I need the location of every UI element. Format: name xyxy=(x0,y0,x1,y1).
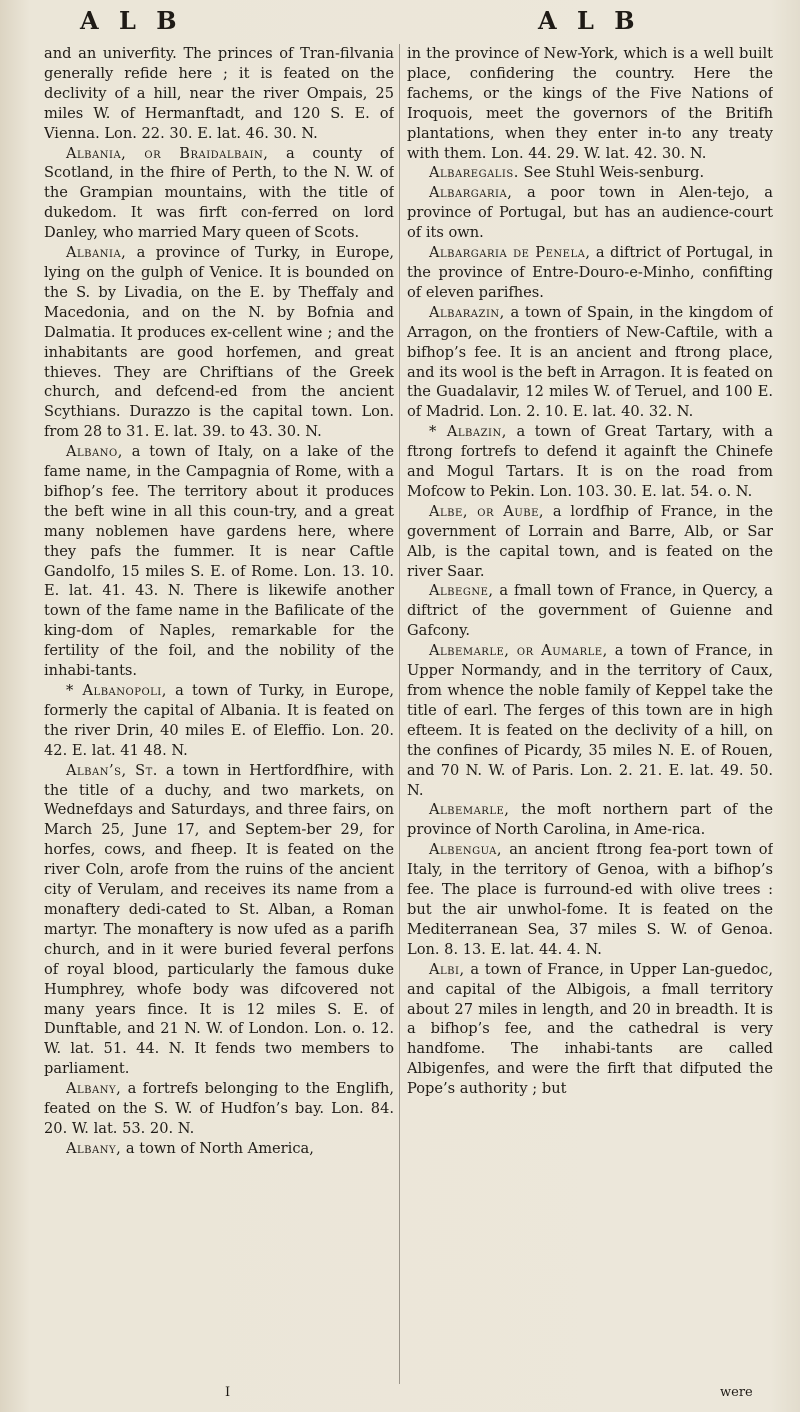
entry-headword: Albemarle, xyxy=(429,801,510,819)
catchword: were xyxy=(720,1385,753,1400)
dictionary-entry xyxy=(44,44,394,144)
entry-text: a town of Spain, in the kingdom of Arragon, on the frontiers of New-Caftile, with a bifhop’s fee. It is an ancient and ftrong place, and its wool is the beft in Arragon. It is feated on the Guadalavir, 12 miles W. of Teruel, and 100 E. of Madrid. Lon. 2. 10. E. lat. 40. 32. N. xyxy=(407,303,773,421)
entry-text: and an univerfity. The princes of Tran-filvania generally refide here ; it is feated on the declivity of a hill, near the river Ompais, 25 miles W. of Hermanftadt, and 120 S. E. of Vienna. Lon. 22. 30. E. lat. 46. 30. N. xyxy=(44,45,394,142)
dictionary-entry xyxy=(407,163,773,183)
entry-text: a province of Turky, in Europe, lying on the gulph of Venice. It is bounded on the S. by Livadia, on the E. by Theffaly and Macedonia, and on the N. by Bofnia and Dalmatia. It produces ex-cellent wine ; and the inhabitants are good horfemen, and great thieves. They are Chriftians of the Greek church, and defcend-ed from the ancient Scythians. Durazzo is the capital town. Lon. from 28 to 31. E. lat. 39. to 43. 30. N. xyxy=(44,244,394,441)
entry-headword: Albarazin, xyxy=(429,303,505,321)
entry-text: a town of France, in Upper Normandy, and in the territory of Caux, from whence the noble family of Keppel take the title of earl. The ferges of this town are in high efteem. It is feated on the declivity of a hill, on the confines of Picardy, 35 miles N. E. of Rouen, and 70 N. W. of Paris. Lon. 2. 21. E. lat. 49. 50. N. xyxy=(407,642,773,799)
entry-headword: Albi, xyxy=(429,960,465,978)
dictionary-entry xyxy=(407,641,773,800)
entry-text: the moft northern part of the province of North Carolina, in Ame-rica. xyxy=(407,801,773,839)
dictionary-entry xyxy=(407,422,773,502)
entry-text: a town of Great Tartary, with a ftrong fortrefs to defend it againft the Chinefe and Mogul Tartars. It is on the road from Mofcow to Pekin. Lon. 103. 30. E. lat. 54. o. N. xyxy=(407,423,773,500)
entry-headword: * Albazin, xyxy=(429,423,507,441)
entry-headword: Albany, xyxy=(66,1080,122,1098)
dictionary-entry xyxy=(44,144,394,244)
entry-headword: Albegne, xyxy=(429,582,494,600)
text-columns xyxy=(44,44,778,1384)
entry-headword: Albany, xyxy=(66,1139,122,1157)
column-divider xyxy=(399,44,400,1384)
entry-text: a fortrefs belonging to the Englifh, feated on the S. W. of Hudfon’s bay. Lon. 84. 20. W. lat. 53. 20. N. xyxy=(44,1080,394,1137)
entry-headword: Albemarle, or Aumarle, xyxy=(429,642,608,660)
entry-text: a town of Italy, on a lake of the fame name, in the Campagnia of Rome, with a bifhop’s fee. The territory about it produces the beft wine in all this coun-try, and a great many noblemen have gardens here, where they pafs the fummer. It is near Caftle Gandolfo, 15 miles S. E. of Rome. Lon. 13. 10. E. lat. 41. 43. N. There is likewife another town of the fame name in the Bafilicate of the king-dom of Naples, remarkable for the fertility of the foil, and the nobility of the inhabi-tants. xyxy=(44,443,394,680)
entry-text: an ancient ftrong fea-port town of Italy, in the territory of Genoa, with a bifhop’s fee. The place is furround-ed with olive trees : but the air unwhol-fome. It is feated on the Mediterranean Sea, 37 miles S. W. of Genoa. Lon. 8. 13. E. lat. 44. 4. N. xyxy=(407,841,773,958)
entry-text: a town in Hertfordfhire, with the title of a duchy, and two markets, on Wednefdays and Saturdays, and three fairs, on March 25, June 17, and Septem-ber 29, for horfes, cows, and fheep. It is feated on the river Coln, arofe from the ruins of the ancient city of Verulam, and receives its name from a monaftery dedi-cated to St. Alban, a Roman martyr. The monaftery is now ufed as a parifh church, and in it were buried feveral perfons of royal blood, particularly the famous duke Humphrey, whofe body was difcovered not many years fince. It is 12 miles S. E. of Dunftable, and 21 N. W. of London. Lon. o. 12. W. lat. 51. 44. N. It fends two members to parliament. xyxy=(44,761,394,1078)
dictionary-entry xyxy=(407,840,773,959)
entry-text: a county of Scotland, in the fhire of Perth, to the N. W. of the Grampian mountains, with the title of dukedom. It was firft con-ferred on lord Danley, who married Mary queen of Scots. xyxy=(44,144,394,242)
dictionary-entry xyxy=(44,1079,394,1139)
entry-headword: * Albanopoli, xyxy=(66,682,167,699)
right-column xyxy=(407,44,773,1384)
entry-text: See Stuhl Weis-senburg. xyxy=(518,164,705,182)
entry-headword: Albargaria, xyxy=(429,184,513,202)
dictionary-entry xyxy=(44,761,394,1080)
entry-text: a diftrict of Portugal, in the province of Entre-Douro-e-Minho, confifting of eleven parifhes. xyxy=(407,244,773,301)
dictionary-entry xyxy=(407,183,773,243)
dictionary-entry xyxy=(44,1139,394,1159)
dictionary-entry xyxy=(407,960,773,1099)
entry-text: a town of Turky, in Europe, formerly the capital of Albania. It is feated on the river Drin, 40 miles E. of Eleffio. Lon. 20. 42. E. lat. 41 48. N. xyxy=(44,682,394,759)
signature-mark: I xyxy=(225,1385,231,1400)
dictionary-entry xyxy=(407,44,773,163)
entry-text: a town of North America, xyxy=(121,1139,314,1157)
page-header xyxy=(0,0,800,44)
dictionary-entry xyxy=(44,681,394,761)
entry-headword: Albania, or Braidalbain, xyxy=(66,144,269,162)
entry-text: a fmall town of France, in Quercy, a diftrict of the government of Guienne and Gafcony. xyxy=(407,582,773,640)
left-column xyxy=(44,44,394,1384)
entry-text: a poor town in Alen-tejo, a province of Portugal, but has an audience-court of its own. xyxy=(407,184,773,242)
entry-headword: Albania, xyxy=(66,244,127,262)
dictionary-entry xyxy=(407,502,773,582)
entry-headword: Albano, xyxy=(66,443,123,461)
entry-headword: Albargaria de Penela, xyxy=(429,244,591,262)
dictionary-entry xyxy=(407,800,773,840)
dictionary-entry xyxy=(407,243,773,303)
dictionary-entry xyxy=(407,581,773,641)
entry-text: a town of France, in Upper Lan-guedoc, and capital of the Albigois, a fmall territory about 27 miles in length, and 20 in breadth. It is a bifhop’s fee, and the cathedral is very handfome. The inhabi-tants are called Albigenfes, and were the firft that difputed the Pope’s authority ; but xyxy=(407,960,773,1098)
running-head-left: A L B xyxy=(80,6,183,35)
entry-headword: Albaregalis. xyxy=(429,164,519,182)
entry-text: in the province of New-York, which is a well built place, confidering the country. Here the fachems, or the kings of the Five Nations of Iroquois, meet the governors of the Britifh plantations, when they enter in-to any treaty with them. Lon. 44. 29. W. lat. 42. 30. N. xyxy=(407,45,773,162)
dictionary-entry xyxy=(407,303,773,422)
dictionary-entry xyxy=(44,442,394,681)
entry-headword: Alban’s, St. xyxy=(66,761,158,779)
entry-headword: Albengua, xyxy=(429,841,503,859)
entry-text: a lordfhip of France, in the government of Lorrain and Barre, Alb, or Sar Alb, is the capital town, and is feated on the river Saar. xyxy=(407,502,773,580)
dictionary-entry xyxy=(44,243,394,442)
running-head-right: A L B xyxy=(538,6,641,35)
entry-headword: Albe, or Aube, xyxy=(429,502,545,520)
